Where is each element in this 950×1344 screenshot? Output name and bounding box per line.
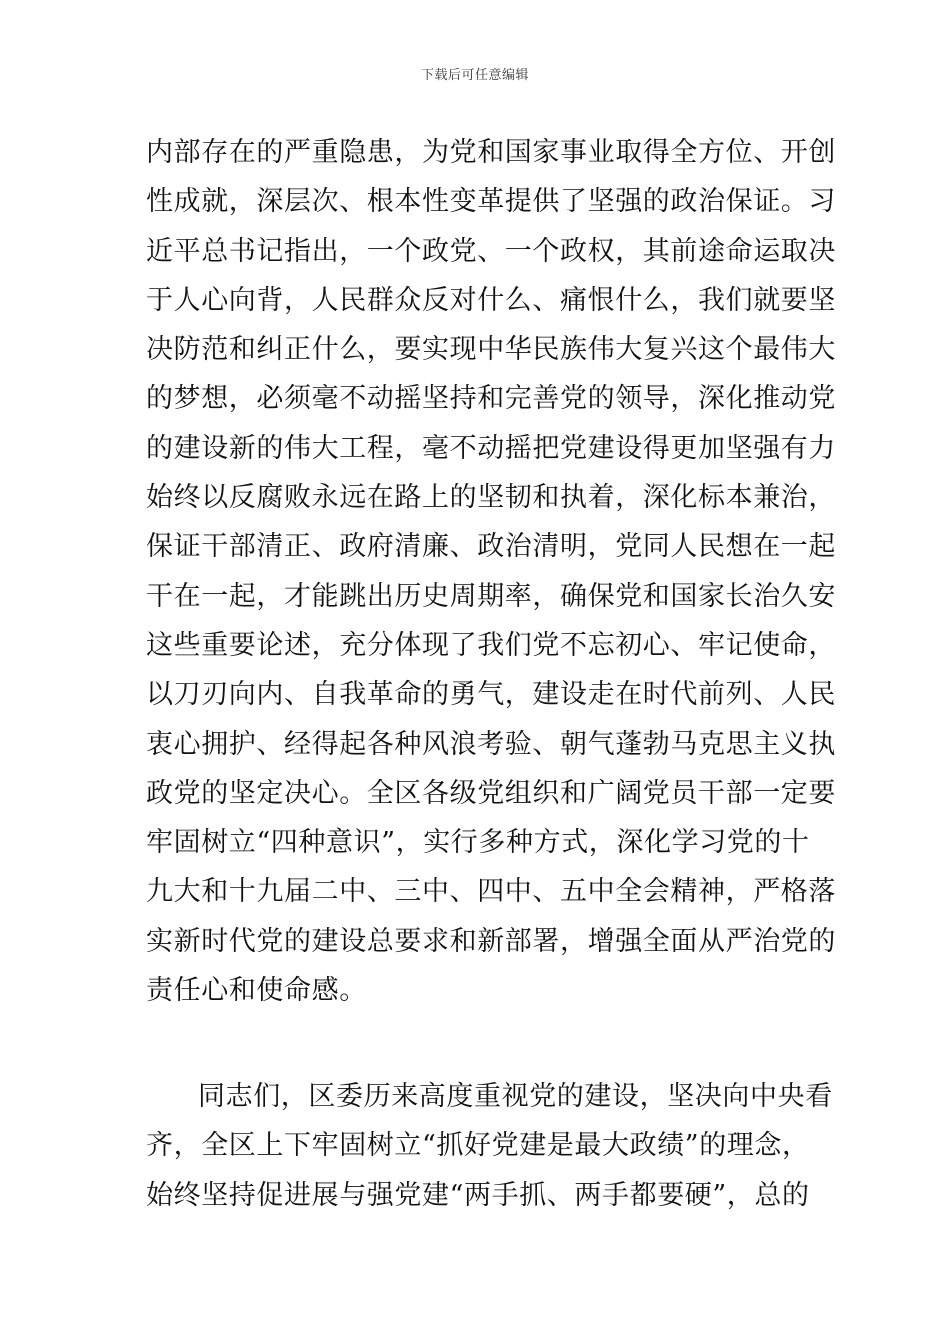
text-line: 保证干部清正、政府清廉、政治清明，党同人民想在一起 — [146, 531, 836, 563]
text-line: 干在一起，才能跳出历史周期率，确保党和国家长治久安 — [146, 580, 836, 612]
text-line: 齐，全区上下牢固树立“抓好党建是最大政绩”的理念， — [146, 1130, 810, 1162]
text-line: 同志们，区委历来高度重视党的建设，坚决向中央看 — [198, 1081, 833, 1112]
text-line: 始终以反腐败永远在路上的坚韧和执着，深化标本兼治， — [146, 482, 836, 514]
download-note: 下载后可任意编辑 — [420, 68, 529, 83]
text-line: 始终坚持促进展与强党建“两手抓、两手都要硬”，总的 — [146, 1179, 810, 1211]
paragraph-2 — [146, 1072, 833, 1220]
text-line: 政党的坚定决心。全区各级党组织和广阔党员干部一定要 — [146, 777, 836, 809]
text-line: 九大和十九届二中、三中、四中、五中全会精神，严格落 — [146, 876, 836, 908]
paragraph-1 — [146, 128, 836, 1015]
text-line: 性成就，深层次、根本性变革提供了坚强的政治保证。习 — [146, 186, 836, 218]
text-line: 这些重要论述，充分体现了我们党不忘初心、牢记使命， — [146, 629, 836, 661]
text-line: 内部存在的严重隐患，为党和国家事业取得全方位、开创 — [146, 137, 836, 168]
text-line: 近平总书记指出，一个政党、一个政权，其前途命运取决 — [146, 235, 836, 267]
text-line: 于人心向背，人民群众反对什么、痛恨什么，我们就要坚 — [146, 284, 836, 316]
text-line: 牢固树立“四种意识”，实行多种方式，深化学习党的十 — [146, 827, 810, 859]
text-line: 责任心和使命感。 — [146, 975, 367, 1007]
text-line: 以刀刃向内、自我革命的勇气，建设走在时代前列、人民 — [146, 679, 836, 711]
text-line: 衷心拥护、经得起各种风浪考验、朝气蓬勃马克思主义执 — [146, 728, 836, 760]
text-line: 的建设新的伟大工程，毫不动摇把党建设得更加坚强有力 — [146, 432, 836, 464]
text-line: 决防范和纠正什么，要实现中华民族伟大复兴这个最伟大 — [146, 334, 836, 366]
text-line: 的梦想，必须毫不动摇坚持和完善党的领导，深化推动党 — [146, 383, 836, 415]
text-line: 实新时代党的建设总要求和新部署，增强全面从严治党的 — [146, 925, 836, 957]
